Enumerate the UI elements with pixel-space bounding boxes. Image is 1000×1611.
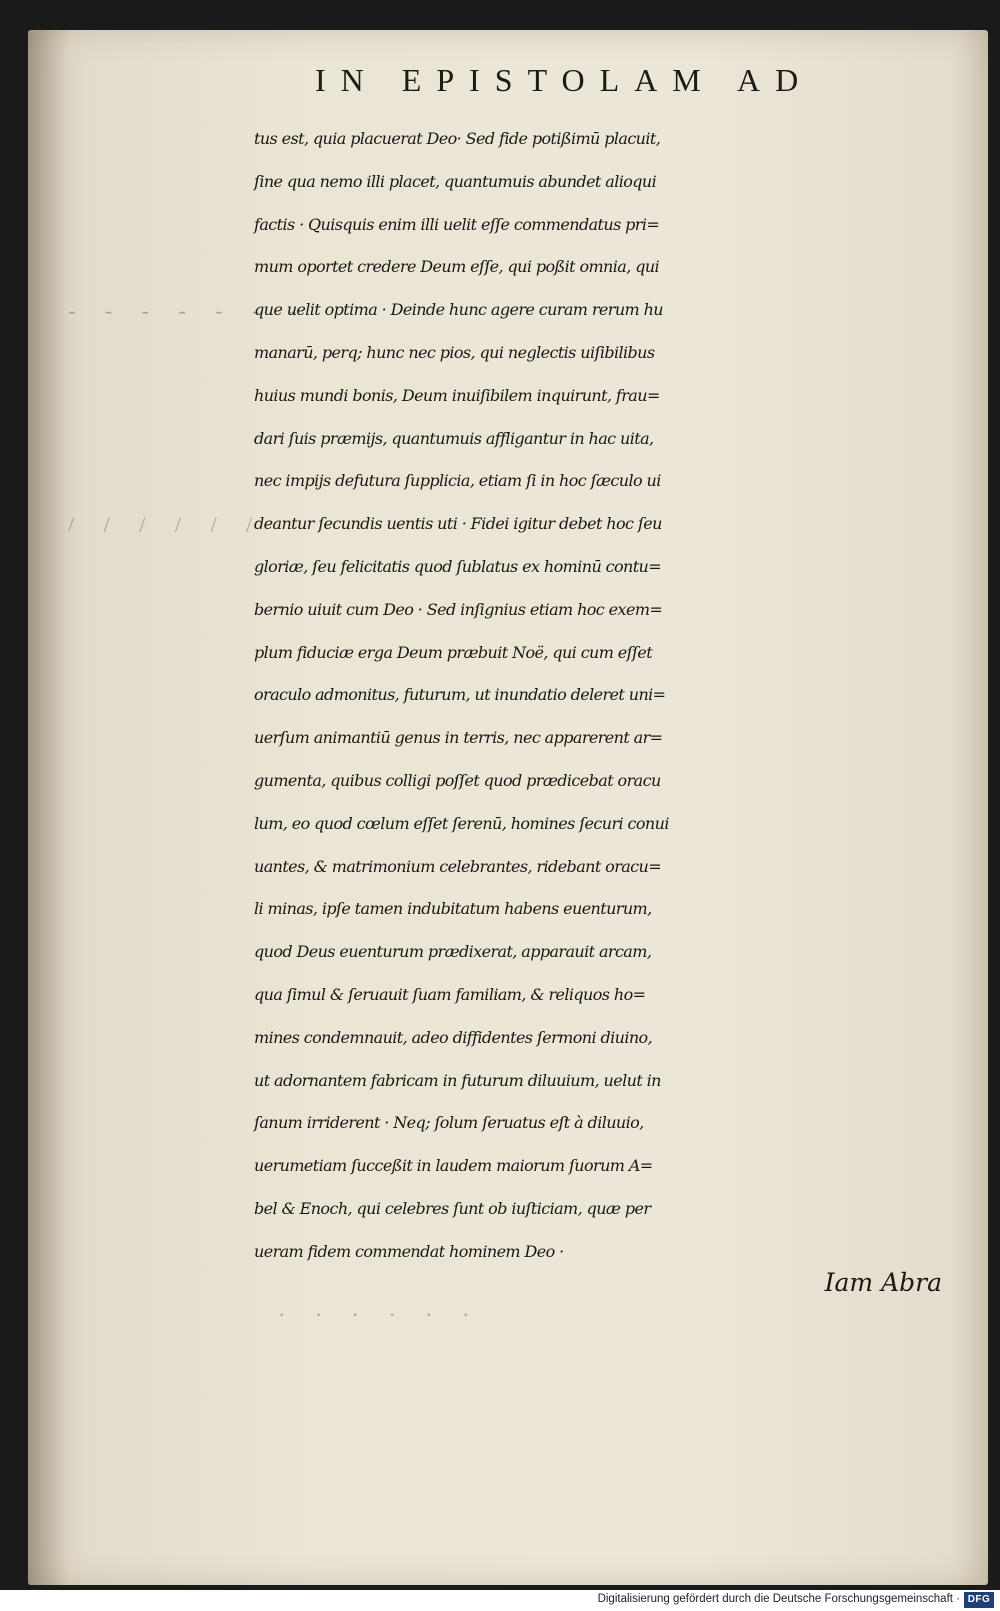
text-line: nec impijs defutura ſupplicia, etiam ſi in hoc ſæculo ui (254, 471, 661, 491)
text-line: huius mundi bonis, Deum inuiſibilem inquirunt, frau= (254, 385, 660, 405)
text-line: gumenta, quibus colligi poſſet quod prædicebat oracu (254, 770, 661, 790)
text-line: uerumetiam ſucceßit in laudem maiorum ſuorum A= (254, 1156, 653, 1176)
text-line: li minas, ipſe tamen indubitatum habens euenturum, (254, 899, 652, 919)
text-line: mines condemnauit, adeo diffidentes ſermoni diuino, (254, 1027, 653, 1047)
show-through-marks: - - - - - - - (68, 298, 309, 323)
text-line: bernio uiuit cum Deo · Sed inſignius etiam hoc exem= (254, 599, 663, 619)
text-line: qua ſimul & ſeruauit ſuam familiam, & reliquos ho= (254, 984, 646, 1004)
text-line: mum oportet credere Deum eſſe, qui poßit omnia, qui (254, 257, 660, 277)
show-through-marks: · · · · · · (278, 1302, 482, 1327)
text-line: factis · Quisquis enim illi uelit eſſe commendatus pri= (254, 214, 660, 234)
text-line: plum fiduciæ erga Deum præbuit Noë, qui cum eſſet (254, 642, 653, 662)
text-line: ut adornantem fabricam in futurum diluuium, uelut in (254, 1070, 661, 1090)
dfg-logo: DFG (964, 1592, 994, 1608)
show-through-marks: / / / / / / (68, 512, 265, 537)
text-line: ſine qua nemo illi placet, quantumuis abundet alioqui (254, 171, 657, 191)
text-line: ueram fidem commendat hominem Deo · (254, 1241, 564, 1261)
text-line: uantes, & matrimonium celebrantes, ridebant oracu= (254, 856, 662, 876)
text-line: que uelit optima · Deinde hunc agere curam rerum hu (254, 300, 663, 320)
digitization-footer (0, 1590, 1000, 1611)
text-line: manarū, perq; hunc nec pios, qui neglectis uiſibilibus (254, 342, 655, 362)
catchword: Iam Abra (824, 1268, 942, 1297)
text-line: tus est, quia placuerat Deo· Sed fide potißimū placuit, (254, 129, 661, 148)
gutter-shadow (28, 30, 68, 1585)
text-line: quod Deus euenturum prædixerat, apparauit arcam, (254, 942, 652, 962)
text-line: oraculo admonitus, futurum, ut inundatio deleret uni= (254, 685, 666, 705)
text-line: bel & Enoch, qui celebres ſunt ob iuſticiam, quæ per (254, 1198, 651, 1218)
text-line: deantur ſecundis uentis uti · Fidei igitur debet hoc ſeu (254, 514, 662, 534)
text-line: gloriæ, ſeu felicitatis quod ſublatus ex hominū contu= (254, 556, 662, 576)
funding-notice: Digitalisierung gefördert durch die Deutsche Forschungsgemeinschaft · (597, 1593, 960, 1605)
body-text (254, 118, 934, 1274)
text-line: uerſum animantiū genus in terris, nec apparerent ar= (254, 728, 663, 748)
text-line: lum, eo quod cœlum eſſet ſerenū, homines ſecuri conui (254, 813, 669, 833)
running-head: IN EPISTOLAM AD (315, 62, 814, 98)
text-line: dari ſuis præmijs, quantumuis affligantur in hac uita, (254, 428, 654, 448)
text-line: ſanum irriderent · Neq; ſolum ſeruatus eſt à diluuio, (254, 1113, 644, 1133)
